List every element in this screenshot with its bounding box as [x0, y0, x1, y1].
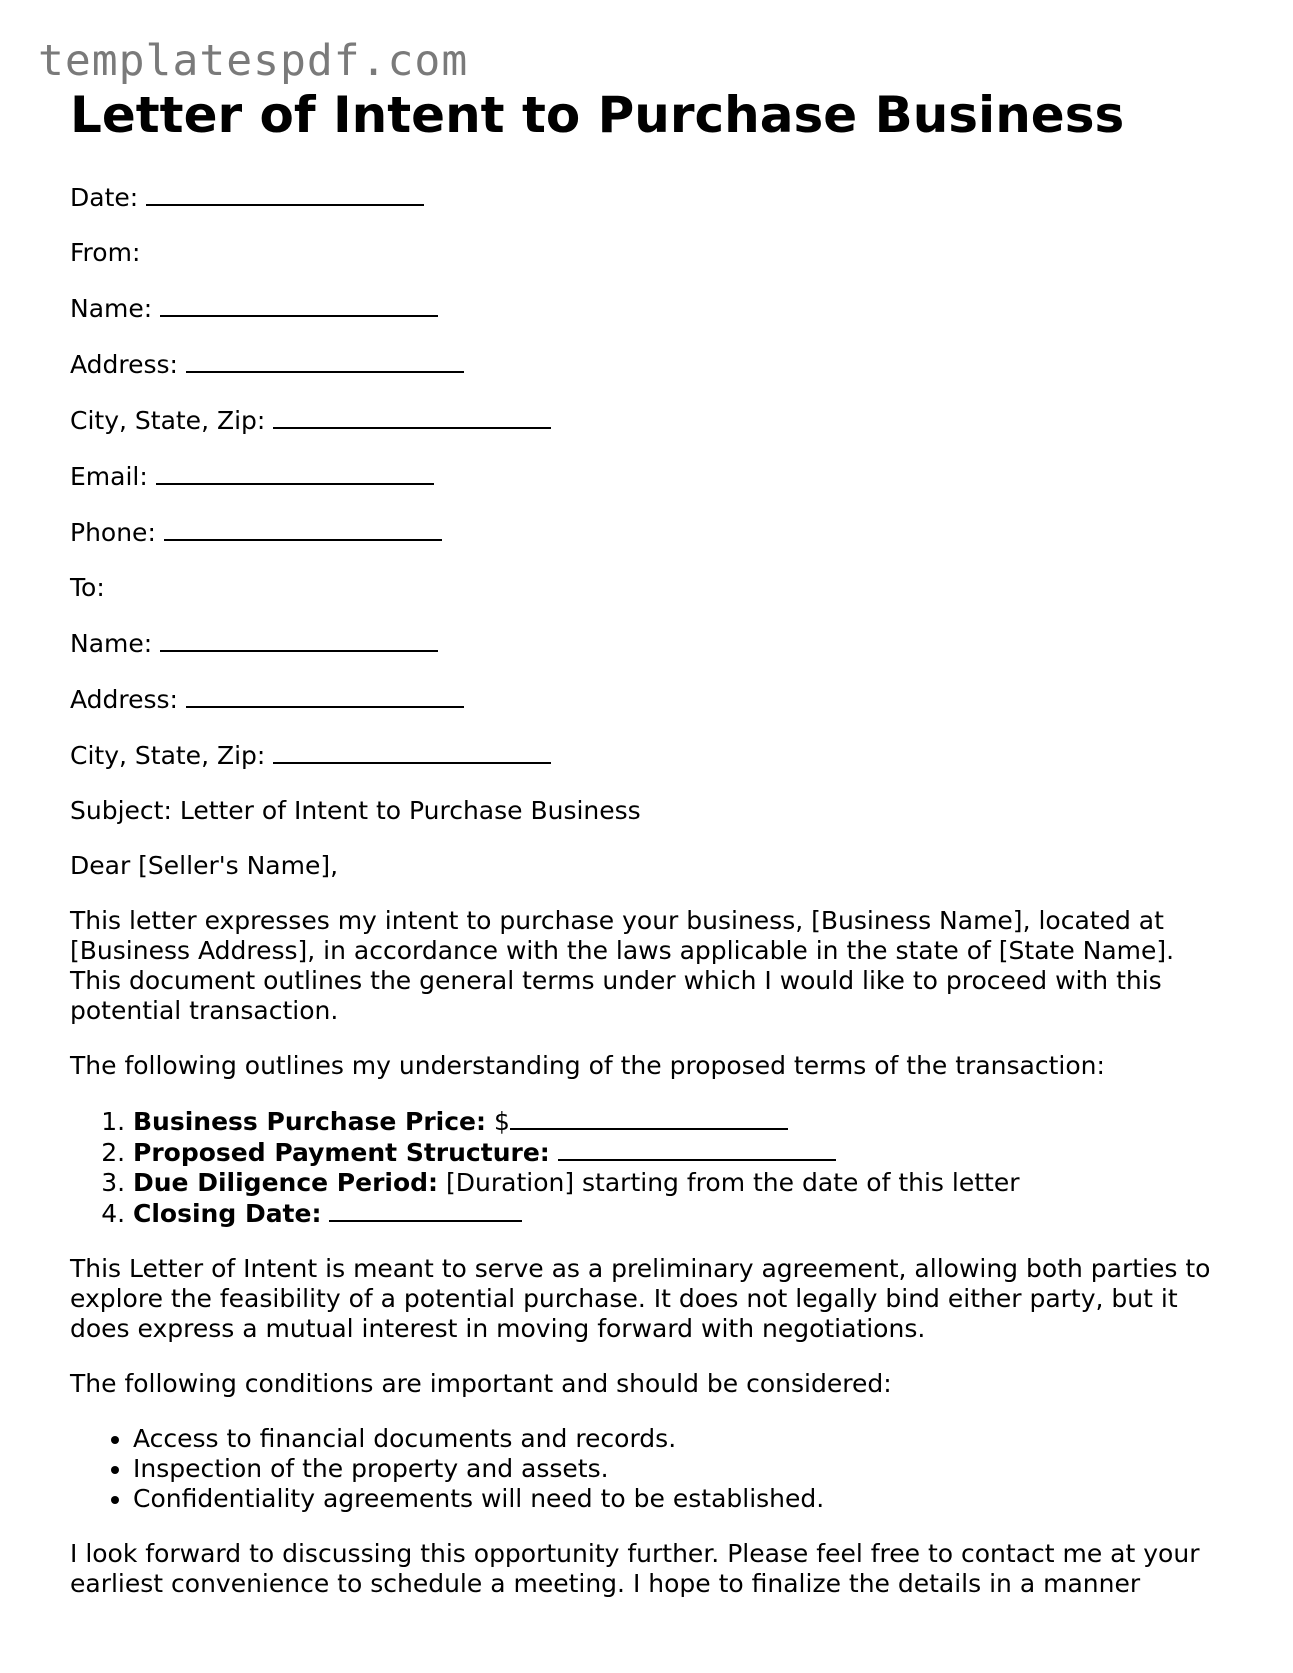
from-city-line — [70, 405, 1230, 436]
from-phone-blank[interactable] — [164, 517, 442, 541]
term-value: [Duration] starting from the date of this letter — [446, 1168, 1020, 1197]
to-city-blank[interactable] — [273, 740, 551, 764]
from-name-line — [70, 293, 1230, 324]
condition-item: • Access to financial documents and records. — [133, 1424, 1230, 1454]
condition-item: • Inspection of the property and assets. — [133, 1454, 1230, 1484]
purchase-price-blank[interactable] — [510, 1106, 788, 1130]
to-city-line — [70, 740, 1230, 771]
to-address-line — [70, 684, 1230, 715]
to-name-line — [70, 628, 1230, 659]
from-name-blank[interactable] — [160, 293, 438, 317]
letter-body — [70, 182, 1230, 1624]
terms-intro-paragraph: The following outlines my understanding of the proposed terms of the transaction: — [70, 1051, 1105, 1080]
from-address-blank[interactable] — [186, 349, 464, 373]
term-item — [133, 1137, 1230, 1168]
term-item — [133, 1198, 1230, 1229]
page-title: Letter of Intent to Purchase Business — [70, 86, 1125, 144]
from-address-line — [70, 349, 1230, 380]
condition-item: • Confidentiality agreements will need to be established. — [133, 1484, 1230, 1514]
from-city-label: City, State, Zip: — [70, 406, 266, 435]
payment-structure-blank[interactable] — [558, 1137, 836, 1161]
to-heading: To: — [70, 573, 105, 602]
conditions-list — [70, 1424, 1230, 1514]
from-city-blank[interactable] — [273, 405, 551, 429]
from-email-label: Email: — [70, 462, 148, 491]
preliminary-paragraph: This Letter of Intent is meant to serve as a preliminary agreement, allowing both parties to explore the feasibility of a potential purchase. It does not legally bind either party, but it does express a mutual interest in moving forward with negotiations. — [70, 1254, 1211, 1343]
term-label: Closing Date: — [133, 1199, 322, 1228]
from-phone-line — [70, 517, 1230, 548]
term-item — [133, 1168, 1230, 1198]
to-name-label: Name: — [70, 629, 153, 658]
from-email-blank[interactable] — [156, 461, 434, 485]
subject-line: Subject: Letter of Intent to Purchase Business — [70, 796, 641, 825]
from-email-line — [70, 461, 1230, 492]
term-item — [133, 1106, 1230, 1137]
to-address-label: Address: — [70, 685, 178, 714]
date-label: Date: — [70, 183, 139, 212]
term-label: Proposed Payment Structure: — [133, 1138, 550, 1167]
date-line — [70, 182, 1230, 213]
term-label: Business Purchase Price: — [133, 1107, 486, 1136]
to-city-label: City, State, Zip: — [70, 741, 266, 770]
date-blank[interactable] — [146, 182, 424, 206]
term-label: Due Diligence Period: — [133, 1168, 439, 1197]
terms-list — [70, 1106, 1230, 1229]
intro-paragraph: This letter expresses my intent to purchase your business, [Business Name], located at [Business Address], in accordance with the laws applicable in the state of [State Name]. This document outlines the general terms under which I would like to proceed with this potential transaction. — [70, 906, 1175, 1025]
from-heading: From: — [70, 238, 141, 267]
closing-date-blank[interactable] — [329, 1198, 522, 1222]
from-address-label: Address: — [70, 350, 178, 379]
salutation: Dear [Seller's Name], — [70, 851, 339, 880]
term-value: $ — [493, 1107, 510, 1136]
from-phone-label: Phone: — [70, 518, 156, 547]
watermark: templatespdf.com — [38, 36, 469, 86]
from-name-label: Name: — [70, 294, 153, 323]
closing-paragraph: I look forward to discussing this opportunity further. Please feel free to contact me at your earliest convenience to schedule a meeting. I hope to finalize the details in a manner — [70, 1539, 1200, 1598]
to-address-blank[interactable] — [186, 684, 464, 708]
to-name-blank[interactable] — [160, 628, 438, 652]
conditions-intro-paragraph: The following conditions are important and should be considered: — [70, 1369, 892, 1398]
